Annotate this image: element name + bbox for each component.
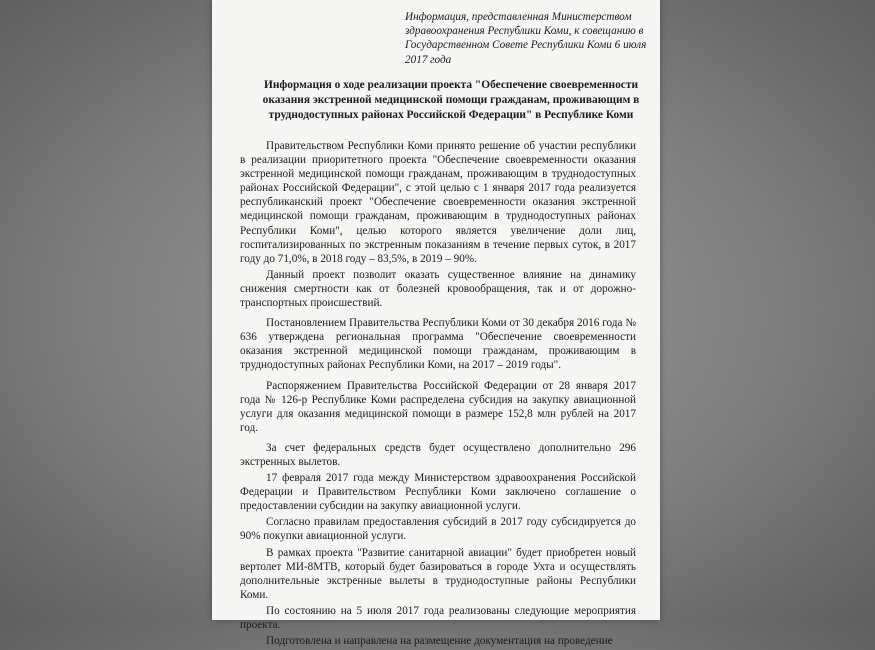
document-title: Информация о ходе реализации проекта "Обеспечение своевременности оказания экстренной медицинской помощи гражданам, проживающим в труднодоступных районах Российской Федерации" в Республике Коми bbox=[262, 79, 640, 121]
paragraph: Согласно правилам предоставления субсидий в 2017 году субсидируется до 90% покупки авиационной услуги. bbox=[240, 516, 636, 543]
paragraph: За счет федеральных средств будет осуществлено дополнительно 296 экстренных вылетов. bbox=[240, 441, 636, 468]
header-note: Информация, представленная Министерством здравоохранения Республики Коми, к совещанию в Государственном Совете Республики Коми 6 июля 2017 года bbox=[405, 11, 647, 66]
paragraph: В рамках проекта "Развитие санитарной авиации" будет приобретен новый вертолет МИ-8МТВ, который будет базироваться в городе Ухта и осуществлять дополнительные экстренные вылеты в труднодоступные районы Республики Коми. bbox=[240, 546, 636, 601]
paragraph: Подготовлена и направлена на размещение документация на проведение bbox=[266, 635, 613, 648]
paragraph: Данный проект позволит оказать существенное влияние на динамику снижения смертности как от болезней кровообращения, так и от дорожно-транспортных происшествий. bbox=[240, 268, 636, 310]
document-body bbox=[240, 139, 636, 650]
paragraph: По состоянию на 5 июля 2017 года реализованы следующие мероприятия проекта. bbox=[240, 604, 636, 631]
paragraph: Постановлением Правительства Республики Коми от 30 декабря 2016 года № 636 утверждена региональная программа "Обеспечение своевременности оказания экстренной медицинской помощи гражданам, проживающим в труднодоступных районах Республики Коми, на 2017 – 2019 годы". bbox=[240, 317, 636, 372]
paragraph: Распоряжением Правительства Российской Федерации от 28 января 2017 года № 126-р Республике Коми распределена субсидия на закупку авиационной услуги для оказания медицинской помощи в размере 152,8 млн рублей на 2017 год. bbox=[240, 379, 636, 434]
paragraph: 17 февраля 2017 года между Министерством здравоохранения Российской Федерации и Правительством Республики Коми заключено соглашение о предоставлении субсидии на закупку авиационной услуги. bbox=[240, 472, 636, 513]
paragraph: Правительством Республики Коми принято решение об участии республики в реализации приоритетного проекта "Обеспечение своевременности оказания экстренной медицинской помощи гражданам, проживающим в труднодоступных районах Российской Федерации", с этой целью с 1 января 2017 года реализуется республиканский проект "Обеспечение своевременности оказания экстренной медицинской помощи гражданам, проживающим в труднодоступных районах Республики Коми", целью которого является увеличение доли лиц, госпитализированных по экстренным показаниям в течение первых суток, в 2017 году до 71,0%, в 2018 году – 83,5%, в 2019 – 90%. bbox=[240, 140, 636, 265]
document-page bbox=[212, 0, 660, 648]
